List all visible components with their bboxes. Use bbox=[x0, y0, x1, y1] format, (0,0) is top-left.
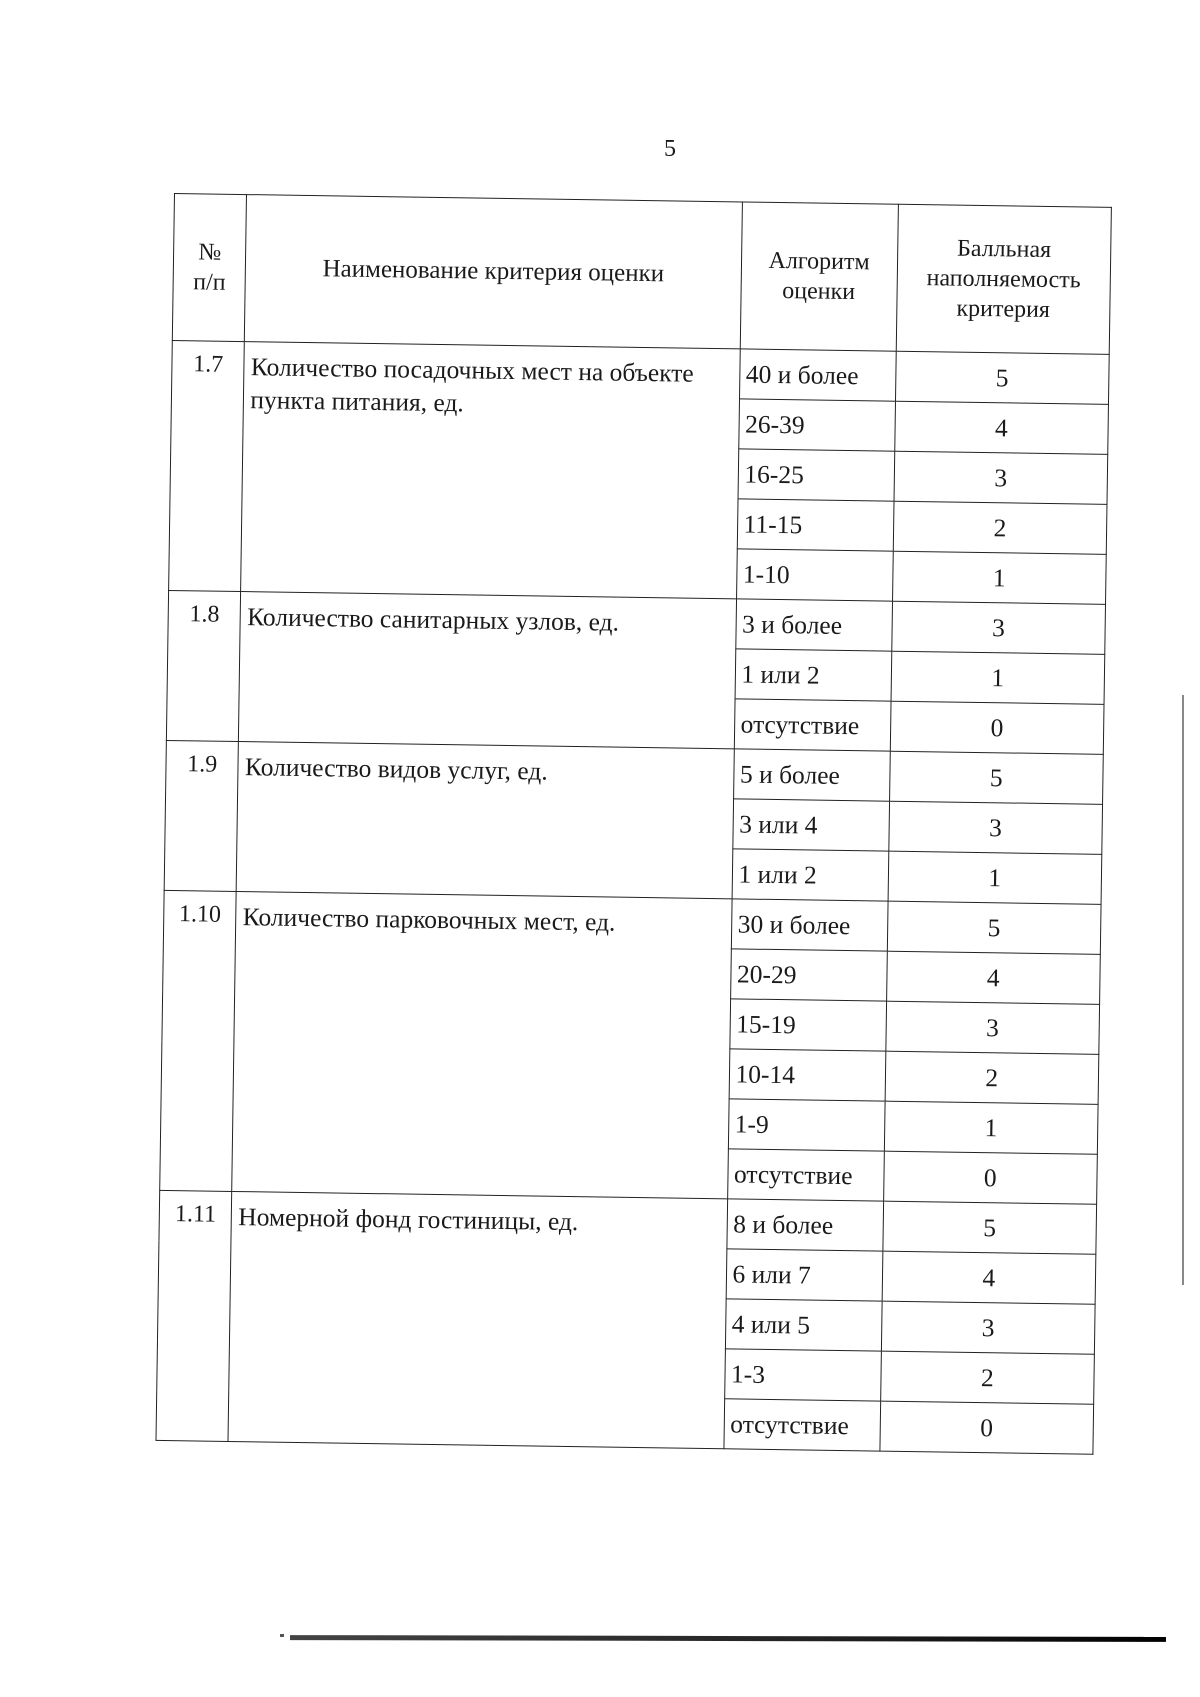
header-score-line-3: критерия bbox=[956, 295, 1051, 324]
page-number: 5 bbox=[664, 136, 676, 162]
score-cell: 1 bbox=[888, 851, 1102, 904]
score-cell: 4 bbox=[894, 401, 1108, 454]
algorithm-cell: 20-29 bbox=[730, 949, 887, 1001]
score-cell: 4 bbox=[886, 951, 1100, 1004]
criterion-name: Номерной фонд гостиницы, ед. bbox=[228, 1191, 727, 1448]
criterion-name: Количество санитарных узлов, ед. bbox=[239, 592, 736, 749]
algorithm-cell: 10-14 bbox=[729, 1049, 886, 1101]
bottom-rule bbox=[290, 1635, 1166, 1642]
criterion-number: 1.8 bbox=[166, 590, 241, 741]
algorithm-cell: 1 или 2 bbox=[735, 649, 892, 701]
table-header-row bbox=[172, 194, 1111, 355]
score-cell: 0 bbox=[880, 1401, 1094, 1454]
header-algorithm-line-2: оценки bbox=[782, 278, 856, 306]
score-cell: 3 bbox=[891, 601, 1105, 654]
algorithm-cell: 26-39 bbox=[738, 399, 895, 451]
header-score-line-2: наполняемость bbox=[926, 265, 1081, 294]
algorithm-cell: 1-3 bbox=[724, 1349, 881, 1401]
score-cell: 2 bbox=[880, 1351, 1094, 1404]
criterion-name: Количество видов услуг, ед. bbox=[237, 742, 734, 899]
algorithm-cell: отсутствие bbox=[734, 699, 891, 751]
criterion-name: Количество посадочных мест на объекте пункта питания, ед. bbox=[241, 342, 740, 599]
score-cell: 5 bbox=[895, 351, 1109, 404]
algorithm-cell: 40 и более bbox=[739, 349, 896, 401]
score-cell: 3 bbox=[894, 451, 1108, 504]
header-num-line-2: п/п bbox=[193, 269, 226, 296]
algorithm-cell: 11-15 bbox=[737, 499, 894, 551]
algorithm-cell: отсутствие bbox=[727, 1149, 884, 1201]
algorithm-cell: отсутствие bbox=[723, 1399, 880, 1451]
header-criterion: Наименование критерия оценки bbox=[245, 195, 742, 349]
algorithm-cell: 1-9 bbox=[728, 1099, 885, 1151]
bottom-dot bbox=[280, 1634, 284, 1637]
algorithm-cell: 4 или 5 bbox=[725, 1299, 882, 1351]
score-cell: 0 bbox=[883, 1151, 1097, 1204]
score-cell: 5 bbox=[889, 751, 1103, 804]
header-score-line-1: Балльная bbox=[956, 235, 1052, 264]
score-cell: 4 bbox=[882, 1251, 1096, 1304]
score-cell: 1 bbox=[891, 651, 1105, 704]
header-algorithm-line-1: Алгоритм bbox=[768, 247, 870, 276]
score-cell: 2 bbox=[885, 1051, 1099, 1104]
algorithm-cell: 5 и более bbox=[733, 749, 890, 801]
scan-edge-mark bbox=[1182, 695, 1184, 1285]
score-cell: 3 bbox=[881, 1301, 1095, 1354]
score-cell: 0 bbox=[890, 701, 1104, 754]
algorithm-cell: 3 или 4 bbox=[732, 799, 889, 851]
algorithm-cell: 16-25 bbox=[738, 449, 895, 501]
algorithm-cell: 15-19 bbox=[729, 999, 886, 1051]
algorithm-cell: 3 и более bbox=[735, 599, 892, 651]
score-cell: 5 bbox=[887, 901, 1101, 954]
criteria-table bbox=[155, 193, 1111, 1455]
header-score bbox=[896, 204, 1112, 354]
criterion-name: Количество парковочных мест, ед. bbox=[232, 892, 731, 1199]
criterion-number: 1.7 bbox=[169, 340, 245, 591]
algorithm-cell: 1 или 2 bbox=[732, 849, 889, 901]
criterion-number: 1.9 bbox=[164, 740, 239, 891]
score-cell: 2 bbox=[893, 501, 1107, 554]
score-cell: 3 bbox=[888, 801, 1102, 854]
score-cell: 1 bbox=[884, 1101, 1098, 1154]
table-body bbox=[156, 340, 1109, 1454]
header-num-line-1: № bbox=[198, 239, 222, 266]
header-algorithm bbox=[740, 202, 898, 351]
score-cell: 5 bbox=[883, 1201, 1097, 1254]
criterion-number: 1.10 bbox=[160, 890, 237, 1191]
algorithm-cell: 8 и более bbox=[726, 1199, 883, 1251]
criterion-number: 1.11 bbox=[156, 1190, 232, 1441]
algorithm-cell: 30 и более bbox=[731, 899, 888, 951]
algorithm-cell: 1-10 bbox=[736, 549, 893, 601]
score-cell: 3 bbox=[886, 1001, 1100, 1054]
header-num bbox=[172, 194, 247, 342]
score-cell: 1 bbox=[892, 551, 1106, 604]
algorithm-cell: 6 или 7 bbox=[726, 1249, 883, 1301]
